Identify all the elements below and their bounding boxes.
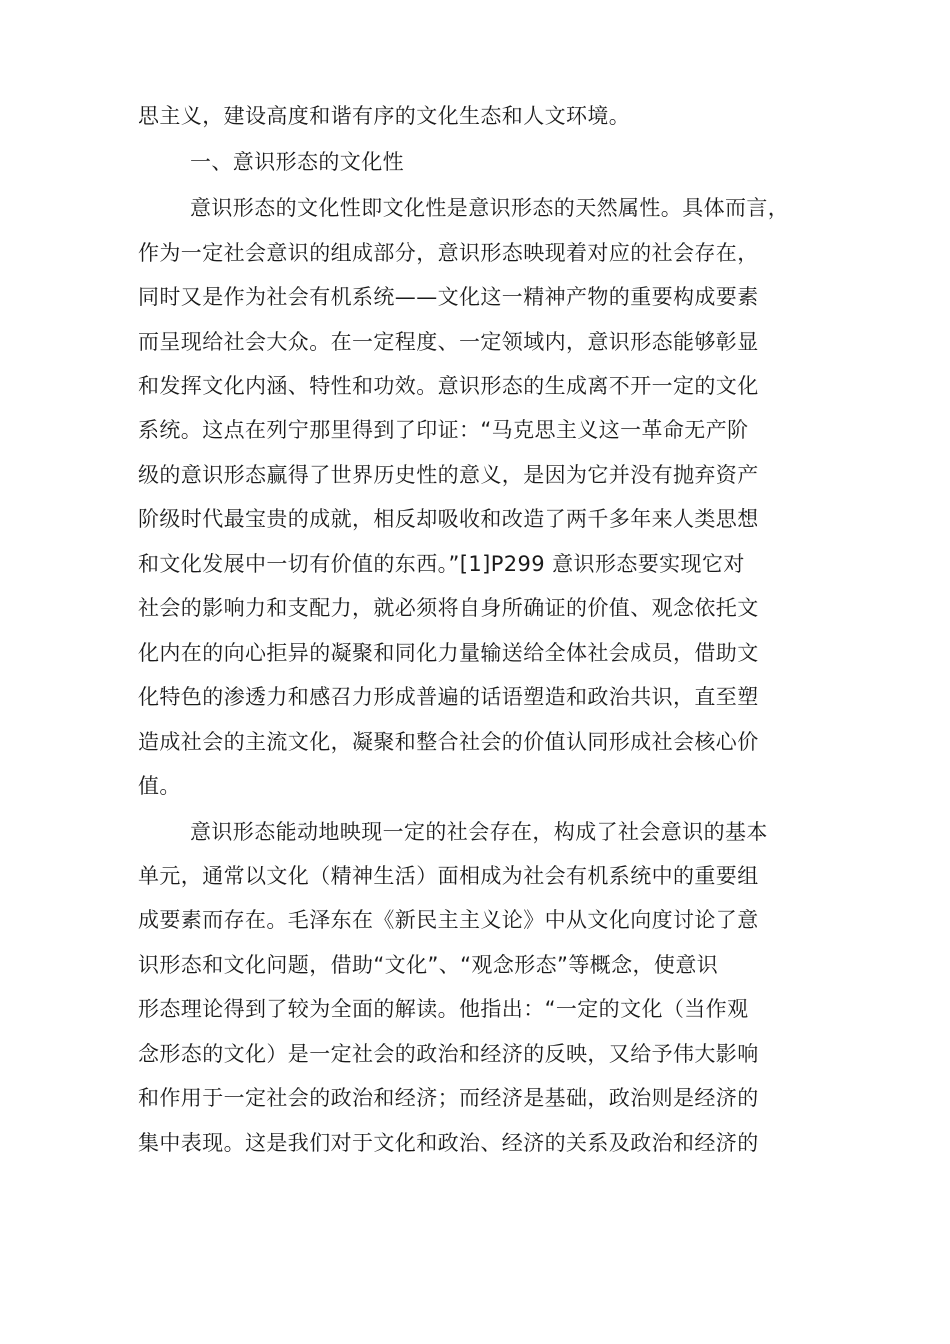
text-line: 集中表现。这是我们对于文化和政治、经济的关系及政治和经济的 <box>138 1131 759 1155</box>
text-line: 值。 <box>138 774 181 798</box>
text-line: 阶级时代最宝贵的成就，相反却吸收和改造了两千多年来人类思想 <box>138 507 759 531</box>
section-heading: 一、意识形态的文化性 <box>190 150 404 174</box>
text-line: 和作用于一定社会的政治和经济；而经济是基础，政治则是经济的 <box>138 1086 759 1110</box>
text-line: 单元，通常以文化（精神生活）面相成为社会有机系统中的重要组 <box>138 864 759 888</box>
text-line: 系统。这点在列宁那里得到了印证：“马克思主义这一革命无产阶 <box>138 418 749 442</box>
paragraph-first-line: 意识形态能动地映现一定的社会存在，构成了社会意识的基本 <box>190 820 768 844</box>
text-line: 化内在的向心拒异的凝聚和同化力量输送给全体社会成员，借助文 <box>138 641 759 665</box>
text-line: 社会的影响力和支配力，就必须将自身所确证的价值、观念依托文 <box>138 596 759 620</box>
paragraph-first-line: 意识形态的文化性即文化性是意识形态的天然属性。具体而言， <box>190 196 790 220</box>
text-line: 而呈现给社会大众。在一定程度、一定领域内，意识形态能够彰显 <box>138 330 759 354</box>
text-line: 化特色的渗透力和感召力形成普遍的话语塑造和政治共识，直至塑 <box>138 685 759 709</box>
text-line: 思主义，建设高度和谐有序的文化生态和人文环境。 <box>138 104 631 128</box>
text-line: 成要素而存在。毛泽东在《新民主主义论》中从文化向度讨论了意 <box>138 908 759 932</box>
text-line: 和发挥文化内涵、特性和功效。意识形态的生成离不开一定的文化 <box>138 374 759 398</box>
text-line: 念形态的文化）是一定社会的政治和经济的反映，又给予伟大影响 <box>138 1042 759 1066</box>
text-line: 识形态和文化问题，借助“文化”、“观念形态”等概念，使意识 <box>138 953 719 977</box>
text-line: 和文化发展中一切有价值的东西。”[1]P299 意识形态要实现它对 <box>138 552 745 576</box>
text-line: 作为一定社会意识的组成部分，意识形态映现着对应的社会存在， <box>138 241 759 265</box>
text-line: 级的意识形态赢得了世界历史性的意义，是因为它并没有抛弃资产 <box>138 463 759 487</box>
text-line: 同时又是作为社会有机系统——文化这一精神产物的重要构成要素 <box>138 285 759 309</box>
text-line: 造成社会的主流文化，凝聚和整合社会的价值认同形成社会核心价 <box>138 730 759 754</box>
text-line: 形态理论得到了较为全面的解读。他指出：“一定的文化（当作观 <box>138 997 749 1021</box>
